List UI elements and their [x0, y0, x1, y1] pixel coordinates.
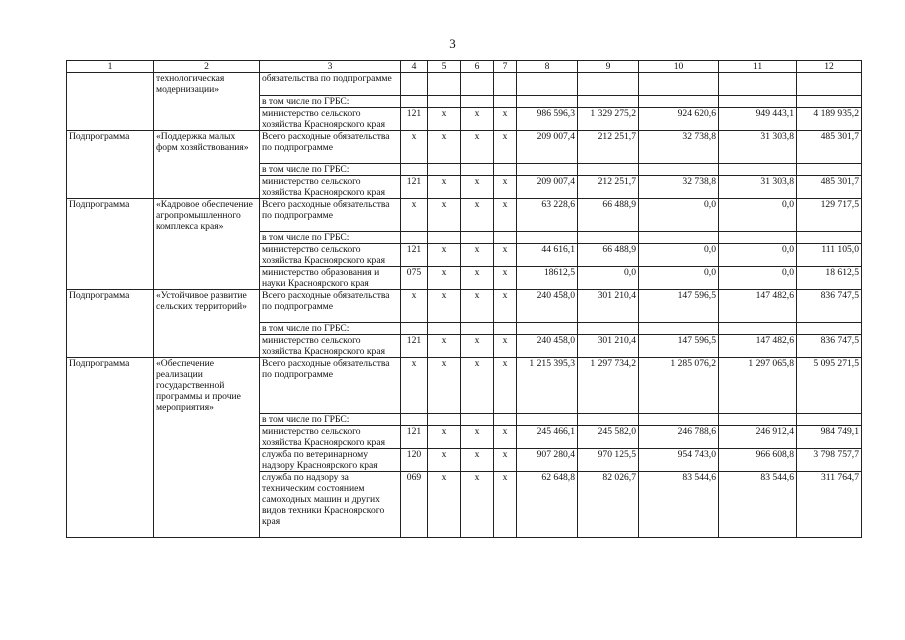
total-cell: 485 301,7	[797, 130, 862, 163]
value-cell: 44 616,1	[517, 244, 578, 267]
total-cell	[797, 95, 862, 107]
table-row	[67, 448, 862, 471]
value-cell: 209 007,4	[517, 175, 578, 198]
total-cell	[797, 232, 862, 244]
rzpr-cell: х	[428, 290, 461, 323]
value-cell	[578, 73, 639, 96]
csr-cell: х	[461, 107, 494, 130]
csr-cell	[461, 163, 494, 175]
total-cell: 984 749,1	[797, 425, 862, 448]
value-cell: 970 125,5	[578, 448, 639, 471]
subprogram-name-cell	[154, 175, 260, 198]
total-cell: 836 747,5	[797, 335, 862, 358]
rzpr-cell: х	[428, 358, 461, 414]
level-cell	[67, 163, 154, 175]
csr-cell	[461, 95, 494, 107]
grbs-code-cell	[401, 323, 428, 335]
value-cell	[578, 95, 639, 107]
value-cell	[578, 323, 639, 335]
level-cell: Подпрограмма	[67, 130, 154, 163]
value-cell: 209 007,4	[517, 130, 578, 163]
level-cell: Подпрограмма	[67, 290, 154, 323]
expense-description-cell: министерство сельского хозяйства Красноярского края	[260, 335, 401, 358]
subprogram-name-cell	[154, 95, 260, 107]
vr-cell: х	[494, 358, 517, 414]
budget-table	[66, 60, 862, 538]
csr-cell	[461, 73, 494, 96]
value-cell: 1 297 734,2	[578, 358, 639, 414]
value-cell: 0,0	[719, 244, 797, 267]
expense-description-cell: в том числе по ГРБС:	[260, 163, 401, 175]
grbs-code-cell: х	[401, 358, 428, 414]
rzpr-cell: х	[428, 267, 461, 290]
value-cell: 240 458,0	[517, 335, 578, 358]
table-row	[67, 163, 862, 175]
expense-description-cell: Всего расходные обязательства по подпрограмме	[260, 198, 401, 232]
level-cell	[67, 73, 154, 96]
vr-cell: х	[494, 198, 517, 232]
header-cell: 7	[494, 61, 517, 73]
header-cell: 4	[401, 61, 428, 73]
value-cell: 301 210,4	[578, 290, 639, 323]
subprogram-name-cell	[154, 267, 260, 290]
rzpr-cell: х	[428, 107, 461, 130]
value-cell: 949 443,1	[719, 107, 797, 130]
value-cell: 1 297 065,8	[719, 358, 797, 414]
csr-cell: х	[461, 471, 494, 537]
vr-cell: х	[494, 471, 517, 537]
value-cell	[639, 323, 719, 335]
value-cell: 147 482,6	[719, 290, 797, 323]
value-cell	[719, 323, 797, 335]
header-cell: 3	[260, 61, 401, 73]
total-cell: 836 747,5	[797, 290, 862, 323]
value-cell: 0,0	[639, 244, 719, 267]
table-row	[67, 175, 862, 198]
value-cell: 63 228,6	[517, 198, 578, 232]
total-cell	[797, 73, 862, 96]
grbs-code-cell: 121	[401, 244, 428, 267]
level-cell	[67, 323, 154, 335]
value-cell: 66 488,9	[578, 244, 639, 267]
value-cell: 66 488,9	[578, 198, 639, 232]
value-cell	[578, 232, 639, 244]
csr-cell: х	[461, 425, 494, 448]
value-cell	[719, 163, 797, 175]
value-cell: 954 743,0	[639, 448, 719, 471]
subprogram-name-cell	[154, 163, 260, 175]
table-row	[67, 107, 862, 130]
grbs-code-cell: 120	[401, 448, 428, 471]
csr-cell: х	[461, 244, 494, 267]
table-row	[67, 290, 862, 323]
total-cell: 311 764,7	[797, 471, 862, 537]
total-cell: 485 301,7	[797, 175, 862, 198]
header-cell: 9	[578, 61, 639, 73]
value-cell: 986 596,3	[517, 107, 578, 130]
value-cell: 83 544,6	[639, 471, 719, 537]
rzpr-cell	[428, 413, 461, 425]
csr-cell: х	[461, 267, 494, 290]
vr-cell	[494, 73, 517, 96]
rzpr-cell: х	[428, 198, 461, 232]
value-cell	[639, 73, 719, 96]
subprogram-name-cell: технологическая модернизации»	[154, 73, 260, 96]
csr-cell	[461, 323, 494, 335]
level-cell: Подпрограмма	[67, 198, 154, 232]
csr-cell: х	[461, 198, 494, 232]
value-cell: 212 251,7	[578, 175, 639, 198]
subprogram-name-cell	[154, 413, 260, 425]
subprogram-name-cell	[154, 232, 260, 244]
total-cell: 4 189 935,2	[797, 107, 862, 130]
expense-description-cell: обязательства по подпрограмме	[260, 73, 401, 96]
rzpr-cell: х	[428, 130, 461, 163]
total-cell	[797, 413, 862, 425]
value-cell: 31 303,8	[719, 130, 797, 163]
table-row	[67, 198, 862, 232]
rzpr-cell: х	[428, 335, 461, 358]
value-cell: 0,0	[639, 198, 719, 232]
vr-cell: х	[494, 175, 517, 198]
rzpr-cell	[428, 95, 461, 107]
table-row	[67, 232, 862, 244]
expense-description-cell: Всего расходные обязательства по подпрограмме	[260, 358, 401, 414]
total-cell: 111 105,0	[797, 244, 862, 267]
subprogram-name-cell	[154, 335, 260, 358]
table-row	[67, 130, 862, 163]
header-cell: 6	[461, 61, 494, 73]
csr-cell: х	[461, 130, 494, 163]
csr-cell	[461, 232, 494, 244]
value-cell	[517, 163, 578, 175]
vr-cell: х	[494, 448, 517, 471]
value-cell: 31 303,8	[719, 175, 797, 198]
rzpr-cell: х	[428, 448, 461, 471]
value-cell	[639, 413, 719, 425]
expense-description-cell: в том числе по ГРБС:	[260, 95, 401, 107]
value-cell	[517, 95, 578, 107]
subprogram-name-cell: «Поддержка малых форм хозяйствования»	[154, 130, 260, 163]
table-row	[67, 413, 862, 425]
rzpr-cell: х	[428, 471, 461, 537]
value-cell: 82 026,7	[578, 471, 639, 537]
value-cell	[517, 413, 578, 425]
value-cell	[639, 232, 719, 244]
vr-cell: х	[494, 425, 517, 448]
value-cell: 1 215 395,3	[517, 358, 578, 414]
csr-cell: х	[461, 448, 494, 471]
expense-description-cell: министерство сельского хозяйства Красноярского края	[260, 244, 401, 267]
grbs-code-cell	[401, 163, 428, 175]
subprogram-name-cell	[154, 448, 260, 471]
header-cell: 1	[67, 61, 154, 73]
rzpr-cell: х	[428, 175, 461, 198]
value-cell: 147 596,5	[639, 290, 719, 323]
value-cell: 18612,5	[517, 267, 578, 290]
value-cell: 0,0	[639, 267, 719, 290]
vr-cell: х	[494, 290, 517, 323]
value-cell: 246 788,6	[639, 425, 719, 448]
grbs-code-cell: 121	[401, 425, 428, 448]
header-cell: 8	[517, 61, 578, 73]
total-cell: 18 612,5	[797, 267, 862, 290]
level-cell	[67, 232, 154, 244]
expense-description-cell: в том числе по ГРБС:	[260, 232, 401, 244]
expense-description-cell: служба по ветеринарному надзору Красноярского края	[260, 448, 401, 471]
grbs-code-cell: х	[401, 130, 428, 163]
value-cell: 83 544,6	[719, 471, 797, 537]
table-row	[67, 323, 862, 335]
header-row	[67, 61, 862, 73]
value-cell: 240 458,0	[517, 290, 578, 323]
grbs-code-cell	[401, 73, 428, 96]
value-cell: 245 582,0	[578, 425, 639, 448]
vr-cell	[494, 323, 517, 335]
value-cell: 0,0	[719, 198, 797, 232]
value-cell	[639, 163, 719, 175]
header-cell: 11	[719, 61, 797, 73]
subprogram-name-cell	[154, 107, 260, 130]
value-cell	[517, 323, 578, 335]
vr-cell: х	[494, 130, 517, 163]
expense-description-cell: министерство сельского хозяйства Красноярского края	[260, 107, 401, 130]
value-cell	[719, 95, 797, 107]
table-row	[67, 358, 862, 414]
expense-description-cell: в том числе по ГРБС:	[260, 323, 401, 335]
level-cell	[67, 107, 154, 130]
grbs-code-cell: х	[401, 198, 428, 232]
expense-description-cell: Всего расходные обязательства по подпрограмме	[260, 130, 401, 163]
grbs-code-cell	[401, 413, 428, 425]
grbs-code-cell	[401, 95, 428, 107]
value-cell: 0,0	[719, 267, 797, 290]
header-cell: 5	[428, 61, 461, 73]
subprogram-name-cell	[154, 244, 260, 267]
value-cell	[578, 163, 639, 175]
header-cell: 12	[797, 61, 862, 73]
level-cell: Подпрограмма	[67, 358, 154, 414]
vr-cell	[494, 232, 517, 244]
expense-description-cell: министерство образования и науки Красноярского края	[260, 267, 401, 290]
value-cell	[639, 95, 719, 107]
table-row	[67, 73, 862, 96]
value-cell: 32 738,8	[639, 130, 719, 163]
value-cell	[578, 413, 639, 425]
value-cell: 62 648,8	[517, 471, 578, 537]
value-cell	[719, 73, 797, 96]
table-body	[67, 61, 862, 538]
expense-description-cell: министерство сельского хозяйства Красноярского края	[260, 425, 401, 448]
expense-description-cell: министерство сельского хозяйства Красноярского края	[260, 175, 401, 198]
total-cell	[797, 163, 862, 175]
expense-description-cell: в том числе по ГРБС:	[260, 413, 401, 425]
header-cell: 10	[639, 61, 719, 73]
value-cell	[719, 232, 797, 244]
csr-cell: х	[461, 358, 494, 414]
value-cell: 147 482,6	[719, 335, 797, 358]
grbs-code-cell: 069	[401, 471, 428, 537]
table-row	[67, 335, 862, 358]
rzpr-cell: х	[428, 244, 461, 267]
total-cell: 129 717,5	[797, 198, 862, 232]
rzpr-cell	[428, 232, 461, 244]
rzpr-cell: х	[428, 425, 461, 448]
level-cell	[67, 448, 154, 471]
csr-cell: х	[461, 335, 494, 358]
rzpr-cell	[428, 163, 461, 175]
value-cell: 32 738,8	[639, 175, 719, 198]
value-cell: 0,0	[578, 267, 639, 290]
total-cell: 5 095 271,5	[797, 358, 862, 414]
expense-description-cell: служба по надзору за техническим состоянием самоходных машин и других видов техники Красноярского края	[260, 471, 401, 537]
grbs-code-cell: 075	[401, 267, 428, 290]
vr-cell: х	[494, 107, 517, 130]
level-cell	[67, 175, 154, 198]
subprogram-name-cell	[154, 471, 260, 537]
value-cell: 212 251,7	[578, 130, 639, 163]
value-cell: 245 466,1	[517, 425, 578, 448]
value-cell	[517, 232, 578, 244]
subprogram-name-cell: «Обеспечение реализации государственной программы и прочие мероприятия»	[154, 358, 260, 414]
level-cell	[67, 335, 154, 358]
level-cell	[67, 471, 154, 537]
vr-cell: х	[494, 335, 517, 358]
total-cell	[797, 323, 862, 335]
total-cell: 3 798 757,7	[797, 448, 862, 471]
header-cell: 2	[154, 61, 260, 73]
level-cell	[67, 425, 154, 448]
value-cell: 1 285 076,2	[639, 358, 719, 414]
subprogram-name-cell: «Устойчивое развитие сельских территорий»	[154, 290, 260, 323]
rzpr-cell	[428, 73, 461, 96]
expense-description-cell: Всего расходные обязательства по подпрограмме	[260, 290, 401, 323]
value-cell: 1 329 275,2	[578, 107, 639, 130]
value-cell: 147 596,5	[639, 335, 719, 358]
grbs-code-cell	[401, 232, 428, 244]
value-cell: 246 912,4	[719, 425, 797, 448]
subprogram-name-cell	[154, 323, 260, 335]
subprogram-name-cell	[154, 425, 260, 448]
grbs-code-cell: 121	[401, 335, 428, 358]
value-cell: 907 280,4	[517, 448, 578, 471]
level-cell	[67, 244, 154, 267]
level-cell	[67, 267, 154, 290]
grbs-code-cell: х	[401, 290, 428, 323]
level-cell	[67, 413, 154, 425]
csr-cell: х	[461, 175, 494, 198]
value-cell: 301 210,4	[578, 335, 639, 358]
table-row	[67, 244, 862, 267]
table-row	[67, 471, 862, 537]
grbs-code-cell: 121	[401, 107, 428, 130]
table-row	[67, 425, 862, 448]
vr-cell: х	[494, 244, 517, 267]
vr-cell	[494, 413, 517, 425]
subprogram-name-cell: «Кадровое обеспечение агропромышленного комплекса края»	[154, 198, 260, 232]
value-cell: 966 608,8	[719, 448, 797, 471]
value-cell	[517, 73, 578, 96]
csr-cell: х	[461, 290, 494, 323]
value-cell	[719, 413, 797, 425]
csr-cell	[461, 413, 494, 425]
vr-cell	[494, 95, 517, 107]
grbs-code-cell: 121	[401, 175, 428, 198]
value-cell: 924 620,6	[639, 107, 719, 130]
table-row	[67, 95, 862, 107]
level-cell	[67, 95, 154, 107]
table-row	[67, 267, 862, 290]
rzpr-cell	[428, 323, 461, 335]
page-number: 3	[449, 36, 456, 51]
vr-cell: х	[494, 267, 517, 290]
vr-cell	[494, 163, 517, 175]
